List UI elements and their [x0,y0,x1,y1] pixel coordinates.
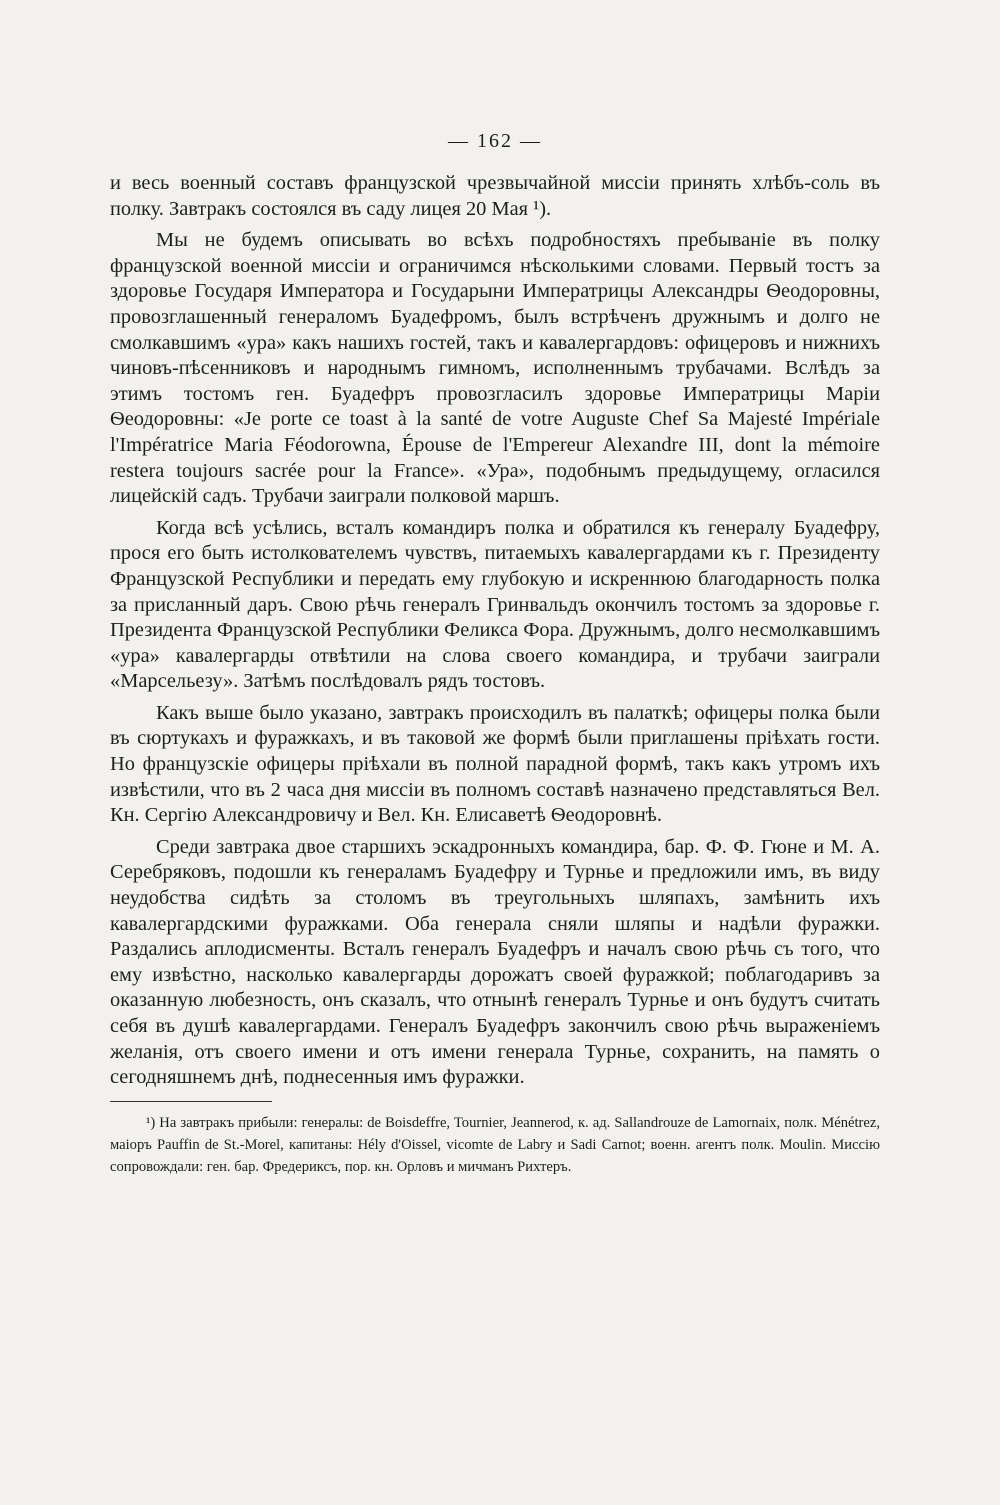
footnote-divider [110,1101,272,1102]
paragraph-1: и весь военный составъ французской чрезвычайной миссіи принять хлѣбъ-соль въ полку. Завтракъ состоялся въ саду лицея 20 Мая ¹). [110,172,880,220]
document-page [110,130,880,1178]
paragraph-2: Мы не будемъ описывать во всѣхъ подробностяхъ пребываніе въ полку французской военной миссіи и ограничимся нѣсколькими словами. Первый тостъ за здоровье Государя Императора и Государыни Императрицы Александры Ѳеодоровны, провозглашенный генераломъ Буадефромъ, былъ встрѣченъ дружнымъ и долго не смолкавшимъ «ура» какъ нашихъ гостей, такъ и кавалергардовъ: офицеровъ и нижнихъ чиновъ-пѣсенниковъ и народнымъ гимномъ, исполненнымъ трубачами. Вслѣдъ за этимъ тостомъ ген. Буадефръ провозгласилъ здоровье Императрицы Маріи Ѳеодоровны: «Je porte ce toast à la santé de votre Auguste Chef Sa Majesté Impériale l'Impératrice Maria Féodorowna, Épouse de l'Empereur Alexandre III, dont la mémoire restera toujours sacrée pour la France». «Ура», подобнымъ предыдущему, огласился лицейскій садъ. Трубачи заиграли полковой маршъ. [110,229,880,508]
paragraph-5: Среди завтрака двое старшихъ эскадронныхъ командира, бар. Ф. Ф. Гюне и М. А. Серебряковъ, подошли къ генераламъ Буадефру и Турнье и предложили имъ, въ виду неудобства сидѣть за столомъ въ треугольныхъ шляпахъ, замѣнить ихъ кавалергардскими фуражками. Оба генерала сняли шляпы и надѣли фуражки. Раздались аплодисменты. Всталъ генералъ Буадефръ и началъ свою рѣчь съ того, что ему извѣстно, насколько кавалергарды дорожатъ своей фуражкой; поблагодаривъ за оказанную любезность, онъ сказалъ, что отнынѣ генералъ Турнье и онъ будутъ считать себя въ душѣ кавалергардами. Генералъ Буадефръ закончилъ свою рѣчь выраженіемъ желанія, отъ своего имени и отъ имени генерала Турнье, сохранить, на память о сегодняшнемъ днѣ, поднесенныя имъ фуражки. [110,835,880,1089]
footnote: ¹) На завтракъ прибыли: генералы: de Boisdeffre, Tournier, Jeannerod, к. ад. Sallandrouze de Lamornaix, полк. Ménétrez, маіоръ Pauffin de St.-Morel, капитаны: Hély d'Oissel, vicomte de Labry и Sadi Carnot; военн. агентъ полк. Moulin. Миссію сопровождали: ген. бар. Фредериксъ, пор. кн. Орловъ и мичманъ Рихтеръ. [110,1114,880,1175]
page-number: — 162 — [448,130,542,152]
body-text [110,171,880,1091]
paragraph-3: Когда всѣ усѣлись, всталъ командиръ полка и обратился къ генералу Буадефру, прося его быть истолкователемъ чувствъ, питаемыхъ кавалергардами къ г. Президенту Французской Республики и передать ему глубокую и искреннюю благодарность полка за присланный даръ. Свою рѣчь генералъ Гринвальдъ окончилъ тостомъ за здоровье г. Президента Французской Республики Феликса Фора. Дружнымъ, долго несмолкавшимъ «ура» кавалергарды отвѣтили на слова своего командира, и трубачи заиграли «Марсельезу». Затѣмъ послѣдовалъ рядъ тостовъ. [110,516,880,693]
paragraph-4: Какъ выше было указано, завтракъ происходилъ въ палаткѣ; офицеры полка были въ сюртукахъ и фуражкахъ, и въ таковой же формѣ были приглашены пріѣхать гости. Но французскіе офицеры пріѣхали въ полной парадной формѣ, такъ какъ утромъ ихъ извѣстили, что въ 2 часа дня миссіи въ полномъ составѣ назначено представляться Вел. Кн. Сергію Александровичу и Вел. Кн. Елисаветѣ Ѳеодоровнѣ. [110,701,880,827]
